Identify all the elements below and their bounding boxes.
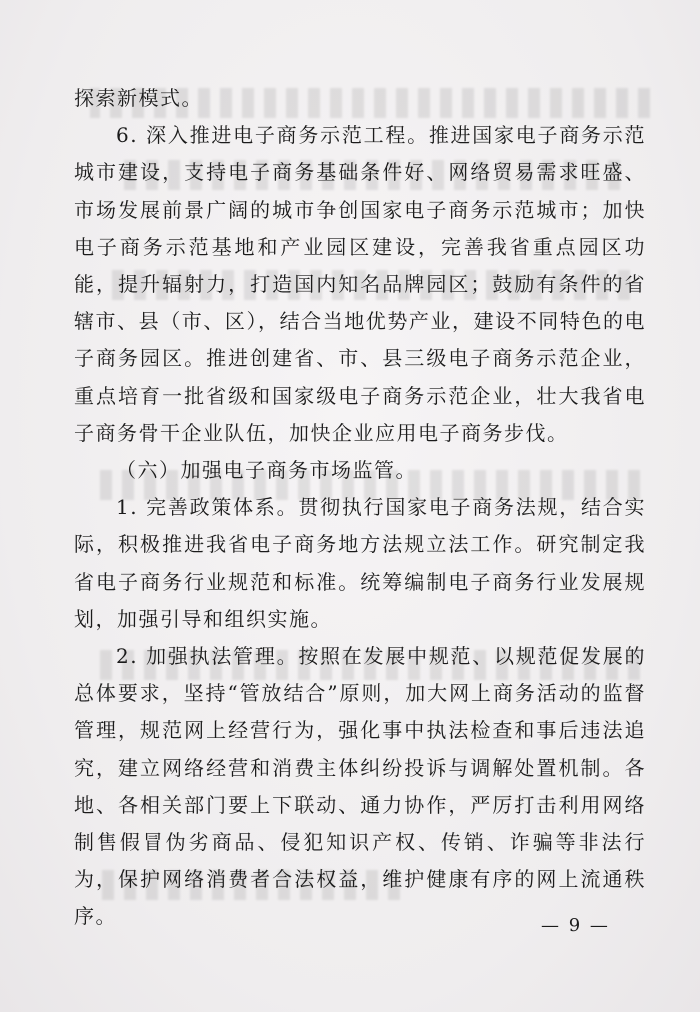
paragraph-item-1: 1. 完善政策体系。贯彻执行国家电子商务法规，结合实际，积极推进我省电子商务地方法规立法工作。研究制定我省电子商务行业规范和标准。统筹编制电子商务行业发展规划，加强引导和组织实施。: [74, 495, 646, 631]
section-heading-6: （六）加强电子商务市场监管。: [116, 458, 417, 483]
paragraph-item-2: 2. 加强执法管理。按照在发展中规范、以规范促发展的总体要求，坚持“管放结合”原则，加大网上商务活动的监督管理，规范网上经营行为，强化事中执法检查和事后违法追究，建立网络经营和消费主体纠纷投诉与调解处置机制。各地、各相关部门要上下联动、通力协作，严厉打击利用网络制售假冒伪劣商品、侵犯知识产权、传销、诈骗等非法行为，保护网络消费者合法权益，维护健康有序的网上流通秩序。: [74, 644, 646, 929]
paragraph-intro: 探索新模式。: [74, 86, 203, 110]
paragraph-item-6: 6. 深入推进电子商务示范工程。推进国家电子商务示范城市建设，支持电子商务基础条件好、网络贸易需求旺盛、市场发展前景广阔的城市争创国家电子商务示范城市；加快电子商务示范基地和产业园区建设，完善我省重点园区功能，提升辐射力，打造国内知名品牌园区；鼓励有条件的省辖市、县（市、区），结合当地优势产业，建设不同特色的电子商务园区。推进创建省、市、县三级电子商务示范企业，重点培育一批省级和国家级电子商务示范企业，壮大我省电子商务骨干企业队伍，加快企业应用电子商务步伐。: [74, 123, 646, 445]
page-number: — 9 —: [541, 915, 610, 936]
body-text: [74, 80, 646, 936]
